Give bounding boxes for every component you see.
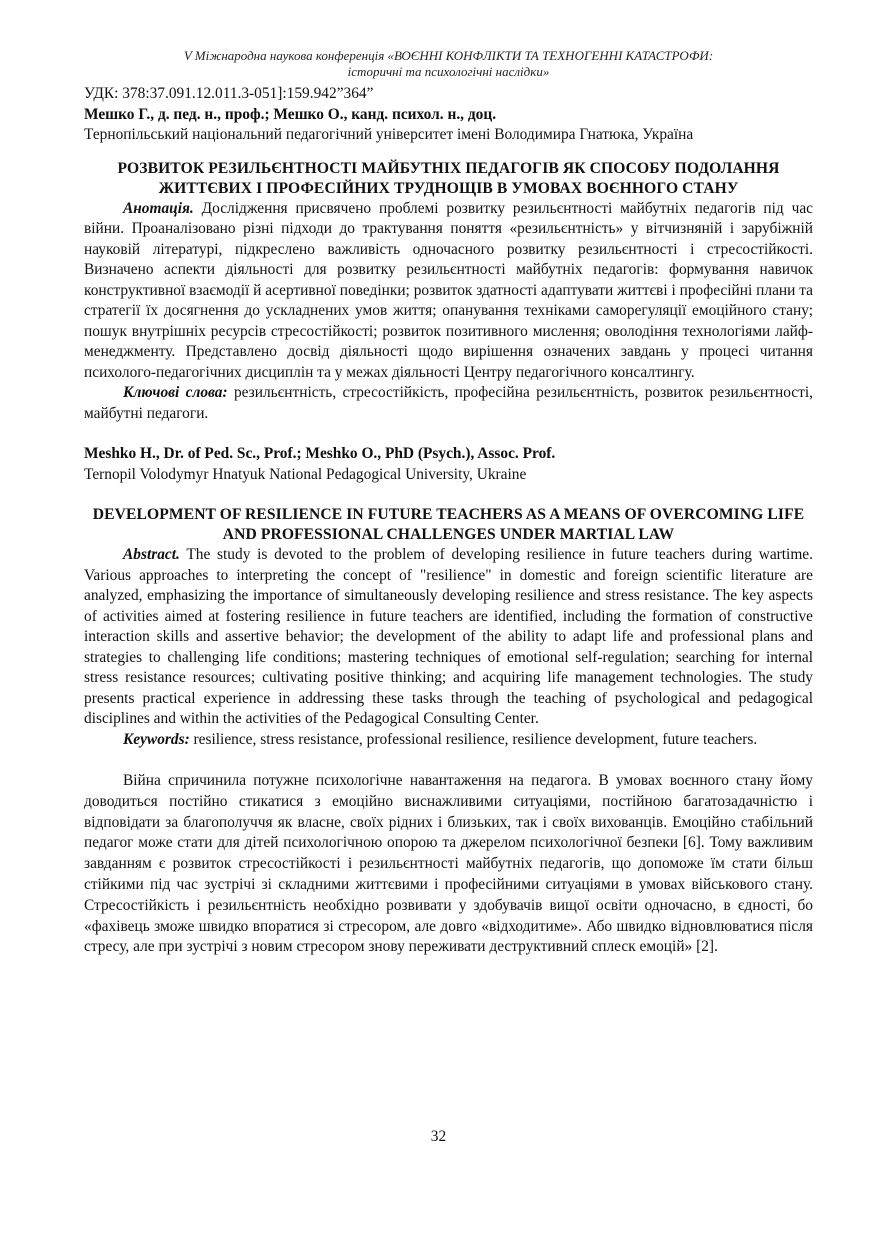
en-abstract-label: Abstract. (123, 546, 180, 563)
ua-abstract (84, 199, 813, 384)
en-keywords-label: Keywords: (123, 730, 190, 748)
ua-authors: Мешко Г., д. пед. н., проф.; Мешко О., канд. психол. н., доц. (84, 105, 497, 123)
ua-keywords-label: Ключові слова: (123, 384, 228, 401)
document-page (84, 48, 813, 958)
ua-keywords (84, 383, 813, 424)
ua-keywords-text: резильєнтність, стресостійкість, професійна резильєнтність, розвиток резильєнтності, майбутні педагоги. (84, 384, 813, 422)
ua-title: РОЗВИТОК РЕЗИЛЬЄНТНОСТІ МАЙБУТНІХ ПЕДАГОГІВ ЯК СПОСОБУ ПОДОЛАННЯ ЖИТТЄВИХ І ПРОФЕСІЙНИХ ТРУДНОЩІВ В УМОВАХ ВОЄННОГО СТАНУ (117, 159, 780, 197)
en-affiliation: Ternopil Volodymyr Hnatyuk National Pedagogical University, Ukraine (84, 465, 527, 483)
en-authors: Meshko H., Dr. of Ped. Sc., Prof.; Meshko O., PhD (Psych.), Assoc. Prof. (84, 445, 556, 462)
conference-header-line-2: історичні та психологічні наслідки» (347, 64, 550, 79)
conference-header-line-1: V Міжнародна наукова конференція «ВОЄННІ КОНФЛІКТИ ТА ТЕХНОГЕННІ КАТАСТРОФИ: (183, 48, 714, 63)
ua-abstract-text: Дослідження присвячено проблемі розвитку резильєнтності майбутніх педагогів під час війни. Проаналізовано різні підходи до трактування поняття «резильєнтність» у вітчизняній і зарубіжній науковій літературі, підкреслено важливість одночасного розвитку резильєнтності і стресостійкості. Визначено аспекти діяльності для розвитку резильєнтності майбутніх педагогів: формування навичок конструктивної взаємодії й асертивної поведінки; розвиток здатності адаптувати життєві і професійні плани та стратегії їх досягнення до ускладнених умов життя; опанування техніками саморегуляції емоційного стану; пошук внутрішніх ресурсів стресостійкості; розвиток позитивного мислення; оволодіння технологіями лайф-менеджменту. Представлено досвід діяльності щодо вирішення означених завдань у процесі читання психолого-педагогічних дисциплін та у межах діяльності Центру педагогічного консалтингу. (84, 199, 813, 381)
page-number: 32 (430, 1128, 447, 1145)
en-abstract-text: The study is devoted to the problem of developing resilience in future teachers during wartime. Various approaches to interpreting the concept of "resilience" in domestic and foreign scientific literature are analyzed, emphasizing the importance of simultaneously developing resilience and stress resistance. The key aspects of activities aimed at fostering resilience in future teachers are identified, including the formation of constructive interaction skills and assertive behavior; the development of the ability to adapt life and professional plans and strategies to challenging life conditions; mastering techniques of emotional self-regulation; searching for internal stress resistance resources; cultivating positive thinking; and acquiring life management technologies. The study presents practical experience in addressing these tasks through the teaching of psychological and pedagogical disciplines and within the activities of the Pedagogical Consulting Center. (84, 546, 813, 727)
en-keywords-text: resilience, stress resistance, professional resilience, resilience development, future teachers. (189, 730, 758, 748)
body-paragraph: Війна спричинила потужне психологічне навантаження на педагога. В умовах воєнного стану йому доводиться постійно стикатися з емоційно виснажливими ситуаціями, постійною багатозадачністю і відповідати за благополуччя як власне, своїх рідних і близьких, так і своїх вихованців. Емоційно стабільний педагог може стати для дітей психологічною опорою та джерелом психологічної безпеки [6]. Тому важливим завданням є розвиток стресостійкості і резильєнтності майбутніх педагогів, що допоможе їм стати більш стійкими під час зустрічі зі складними життєвими і професійними ситуаціями в умовах військового стану. Стресостійкість і резильєнтність необхідно розвивати у здобувачів вищої освіти одночасно, в єдності, бо «фахівець зможе швидко впоратися зі стресором, але довго «відходитиме». Або швидко відновлюватися після стресу, але при зустрічі з новим стресором знову переживати деструктивний сплеск емоцій» [2]. (84, 772, 813, 956)
ua-abstract-label: Анотація. (123, 199, 194, 217)
en-abstract (84, 545, 813, 730)
udc-code: УДК: 378:37.091.12.011.3-051]:159.942”364” (84, 85, 374, 102)
ua-affiliation: Тернопільський національний педагогічний університет імені Володимира Гнатюка, Україна (84, 126, 694, 143)
en-title: DEVELOPMENT OF RESILIENCE IN FUTURE TEACHERS AS A MEANS OF OVERCOMING LIFE AND PROFESSIONAL CHALLENGES UNDER MARTIAL LAW (92, 506, 805, 543)
en-keywords (84, 730, 813, 751)
